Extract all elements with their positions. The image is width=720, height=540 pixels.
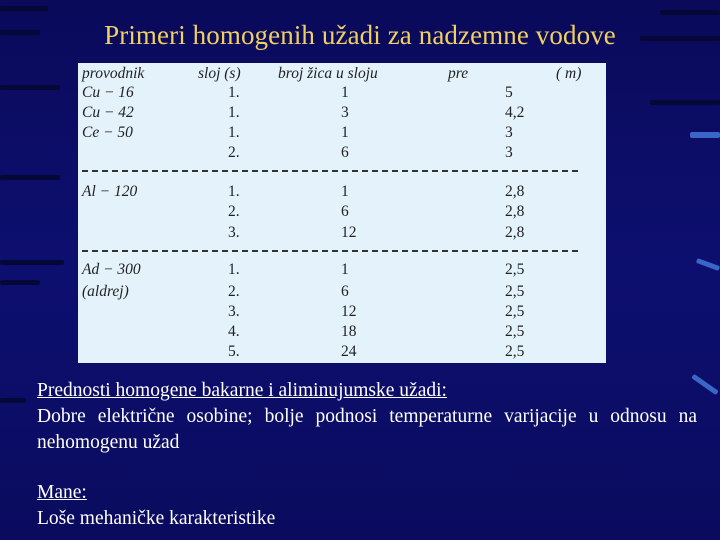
cell-wires: 1	[341, 124, 349, 141]
table-row	[78, 144, 606, 163]
disadvantages-heading: Mane:	[37, 482, 87, 503]
cell-pre: 2,5	[505, 323, 525, 340]
cell-conductor: (aldrej)	[82, 283, 129, 300]
cell-layer: 1.	[228, 124, 240, 141]
advantages-heading: Prednosti homogene bakarne i aliminujumske užadi:	[37, 380, 447, 401]
cell-wires: 1	[341, 261, 349, 278]
table-header	[78, 65, 606, 84]
table-row	[78, 84, 606, 103]
cell-wires: 18	[341, 323, 357, 340]
decor-stripe	[0, 260, 64, 265]
table-row	[78, 261, 606, 280]
table-divider	[82, 170, 578, 172]
cell-layer: 2.	[228, 283, 240, 300]
cell-conductor: Cu − 16	[82, 84, 134, 101]
decor-stripe	[650, 100, 720, 105]
header-unit: ( m)	[556, 65, 582, 82]
advantages-text: Dobre električne osobine; bolje podnosi temperaturne varijacije u odnosu na nehomogenu užad	[37, 406, 697, 453]
decor-stripe	[0, 175, 60, 180]
decor-stripe	[660, 10, 720, 15]
header-pre: pre	[448, 65, 469, 82]
cell-pre: 2,8	[505, 183, 525, 200]
cell-wires: 1	[341, 183, 349, 200]
cell-layer: 1.	[228, 183, 240, 200]
table-row	[78, 303, 606, 322]
table-divider	[82, 250, 578, 252]
cell-pre: 3	[505, 124, 513, 141]
cell-layer: 5.	[228, 343, 240, 360]
cell-wires: 3	[341, 104, 349, 121]
advantages-section	[37, 378, 697, 456]
decor-stripe	[0, 6, 48, 11]
decor-stripe	[696, 258, 720, 271]
cell-conductor: Ad − 300	[82, 261, 141, 278]
cell-pre: 2,8	[505, 203, 525, 220]
cell-layer: 2.	[228, 144, 240, 161]
cell-layer: 1.	[228, 84, 240, 101]
cell-wires: 6	[341, 283, 349, 300]
table-row	[78, 224, 606, 243]
cell-wires: 24	[341, 343, 357, 360]
table-row	[78, 283, 606, 302]
cable-table	[78, 63, 606, 363]
cell-conductor: Al − 120	[82, 183, 138, 200]
cell-pre: 2,8	[505, 224, 525, 241]
disadvantages-text: Loše mehaničke karakteristike	[37, 508, 276, 529]
cell-pre: 2,5	[505, 283, 525, 300]
table-row	[78, 183, 606, 202]
cell-pre: 4,2	[505, 104, 525, 121]
cell-pre: 3	[505, 144, 513, 161]
header-broj-zica: broj žica u sloju	[278, 65, 378, 82]
cell-pre: 2,5	[505, 343, 525, 360]
cell-wires: 6	[341, 144, 349, 161]
cell-conductor: Ce − 50	[82, 124, 133, 141]
table-row	[78, 323, 606, 342]
page-title: Primeri homogenih užadi za nadzemne vodove	[104, 20, 616, 50]
cell-layer: 2.	[228, 203, 240, 220]
cell-layer: 3.	[228, 224, 240, 241]
table-row	[78, 203, 606, 222]
cell-layer: 1.	[228, 104, 240, 121]
decor-stripe	[0, 85, 60, 90]
cell-conductor: Cu − 42	[82, 104, 134, 121]
cell-wires: 6	[341, 203, 349, 220]
cell-wires: 12	[341, 224, 357, 241]
table-row	[78, 104, 606, 123]
cell-pre: 2,5	[505, 261, 525, 278]
table-row	[78, 343, 606, 362]
decor-stripe	[0, 398, 26, 403]
decor-stripe	[0, 280, 40, 285]
table-row	[78, 124, 606, 143]
cell-wires: 1	[341, 84, 349, 101]
cell-wires: 12	[341, 303, 357, 320]
cell-pre: 5	[505, 84, 513, 101]
cell-layer: 4.	[228, 323, 240, 340]
cell-layer: 1.	[228, 261, 240, 278]
header-provodnik: provodnik	[82, 65, 145, 82]
disadvantages-section	[37, 480, 697, 532]
header-sloj: sloj (s)	[198, 65, 241, 82]
decor-stripe	[690, 132, 720, 138]
cell-pre: 2,5	[505, 303, 525, 320]
cell-layer: 3.	[228, 303, 240, 320]
